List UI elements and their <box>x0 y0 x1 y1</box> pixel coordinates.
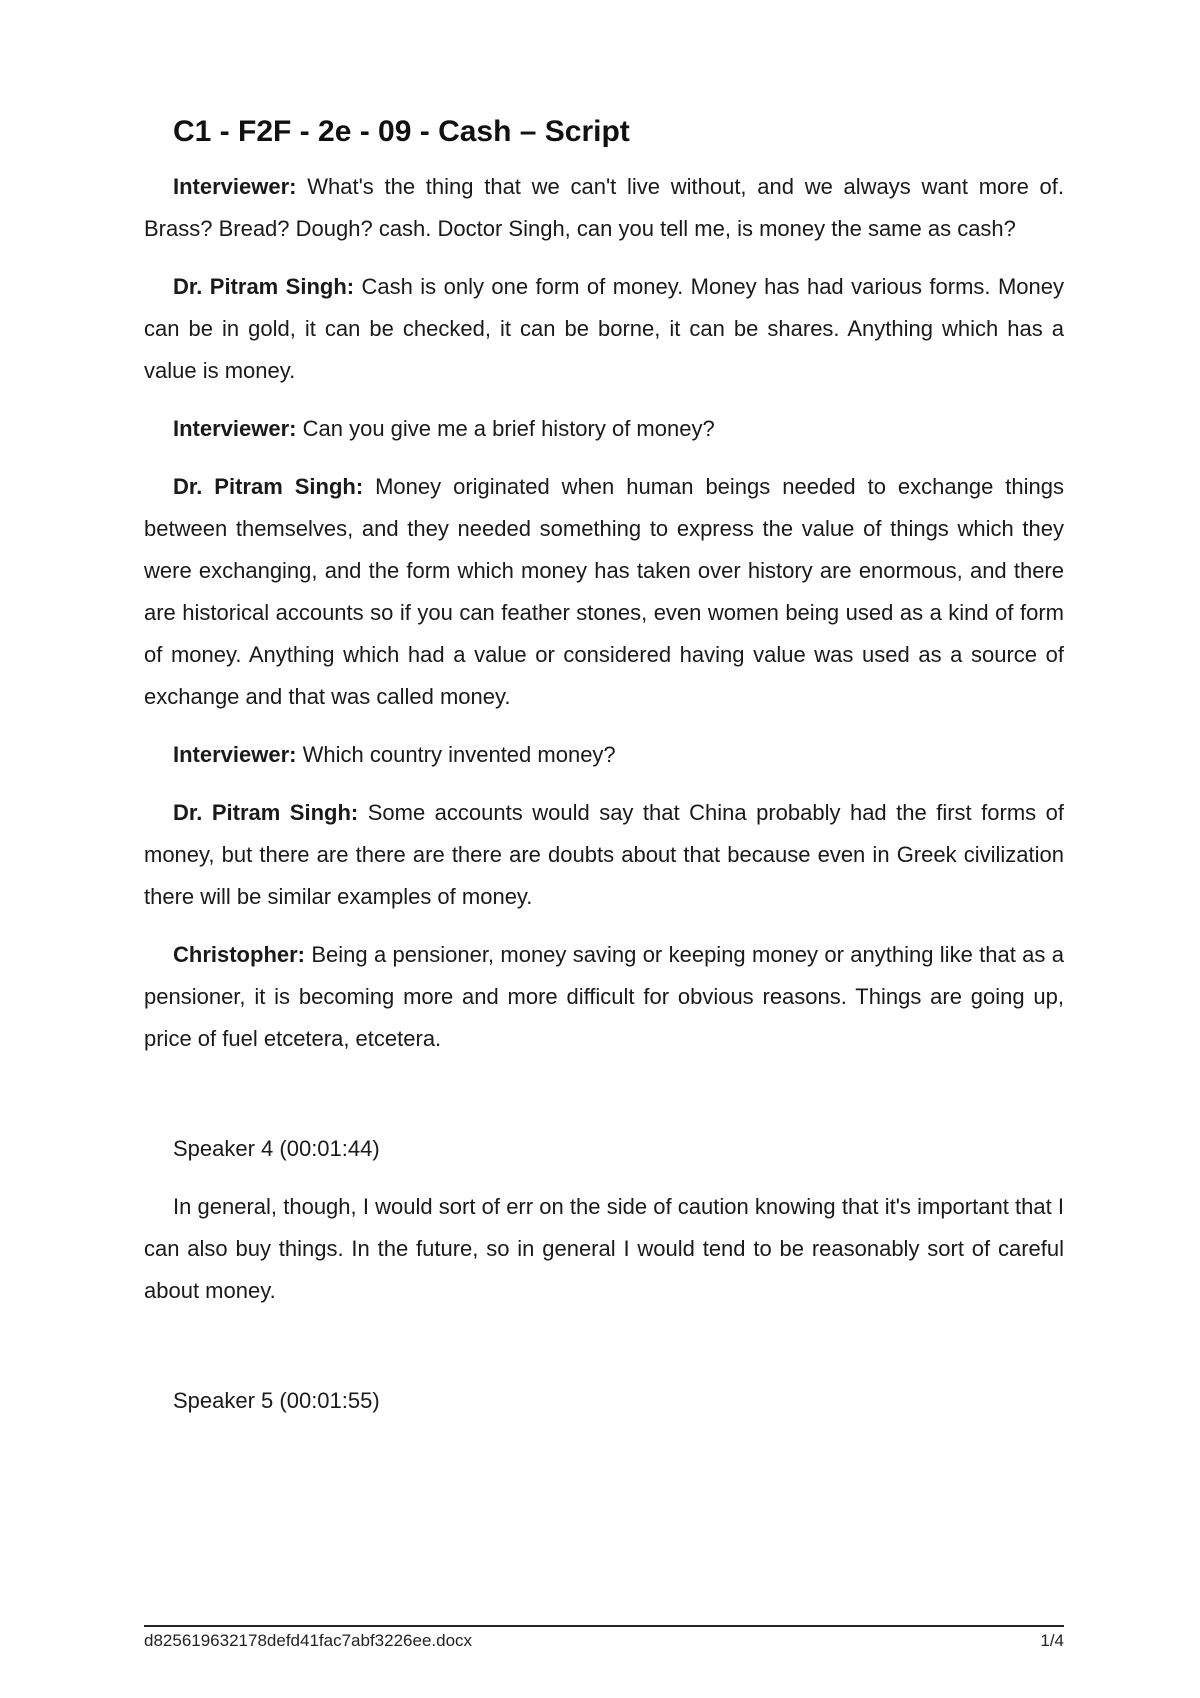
footer-filename: d825619632178defd41fac7abf3226ee.docx <box>144 1631 473 1650</box>
speaker-name: Interviewer: <box>173 416 297 441</box>
footer-page-number: 1/4 <box>1040 1631 1064 1650</box>
footer-divider <box>144 1625 1064 1627</box>
speaker-name: Christopher: <box>173 942 305 967</box>
speaker-timestamp-label: Speaker 4 (00:01:44) <box>173 1136 380 1161</box>
transcript-paragraph <box>144 466 1064 718</box>
transcript-paragraph: In general, though, I would sort of err on the side of caution knowing that it's important that I can also buy things. In the future, so in general I would tend to be reasonably sort of careful about money. <box>144 1194 1064 1303</box>
blank-spacer <box>144 1328 1064 1380</box>
transcript-paragraph <box>144 166 1064 250</box>
speech-text: Cash is only one form of money. Money has had various forms. Money can be in gold, it can be checked, it can be borne, it can be shares. Anything which has a value is money. <box>144 274 1064 383</box>
speech-text: Being a pensioner, money saving or keeping money or anything like that as a pensioner, it is becoming more and more difficult for obvious reasons. Things are going up, price of fuel etcetera, etcetera. <box>144 942 1064 1051</box>
speech-text: Can you give me a brief history of money? <box>296 416 715 441</box>
speaker-name: Dr. Pitram Singh: <box>173 800 359 825</box>
speaker-name: Dr. Pitram Singh: <box>173 274 355 299</box>
speaker-name: Interviewer: <box>173 174 297 199</box>
transcript-paragraph <box>144 934 1064 1060</box>
speaker-name: Dr. Pitram Singh: <box>173 474 364 499</box>
document-title: C1 - F2F - 2e - 09 - Cash – Script <box>173 115 630 148</box>
transcript-paragraph <box>144 266 1064 392</box>
transcript-paragraph <box>144 734 1064 776</box>
transcript-paragraph <box>144 792 1064 918</box>
document-body <box>144 112 1064 1438</box>
blank-spacer <box>144 1076 1064 1128</box>
speech-text: Which country invented money? <box>296 742 616 767</box>
speaker-name: Interviewer: <box>173 742 297 767</box>
transcript-paragraph <box>144 408 1064 450</box>
speech-text: What's the thing that we can't live without, and we always want more of. Brass? Bread? Dough? cash. Doctor Singh, can you tell me, is money the same as cash? <box>144 174 1064 241</box>
speaker-timestamp-label: Speaker 5 (00:01:55) <box>173 1388 380 1413</box>
speech-text: Money originated when human beings needed to exchange things between themselves, and they needed something to express the value of things which they were exchanging, and the form which money has taken over history are enormous, and there are historical accounts so if you can feather stones, even women being used as a kind of form of money. Anything which had a value or considered having value was used as a source of exchange and that was called money. <box>144 474 1064 709</box>
speech-text: Some accounts would say that China probably had the first forms of money, but there are there are there are doubts about that because even in Greek civilization there will be similar examples of money. <box>144 800 1064 909</box>
